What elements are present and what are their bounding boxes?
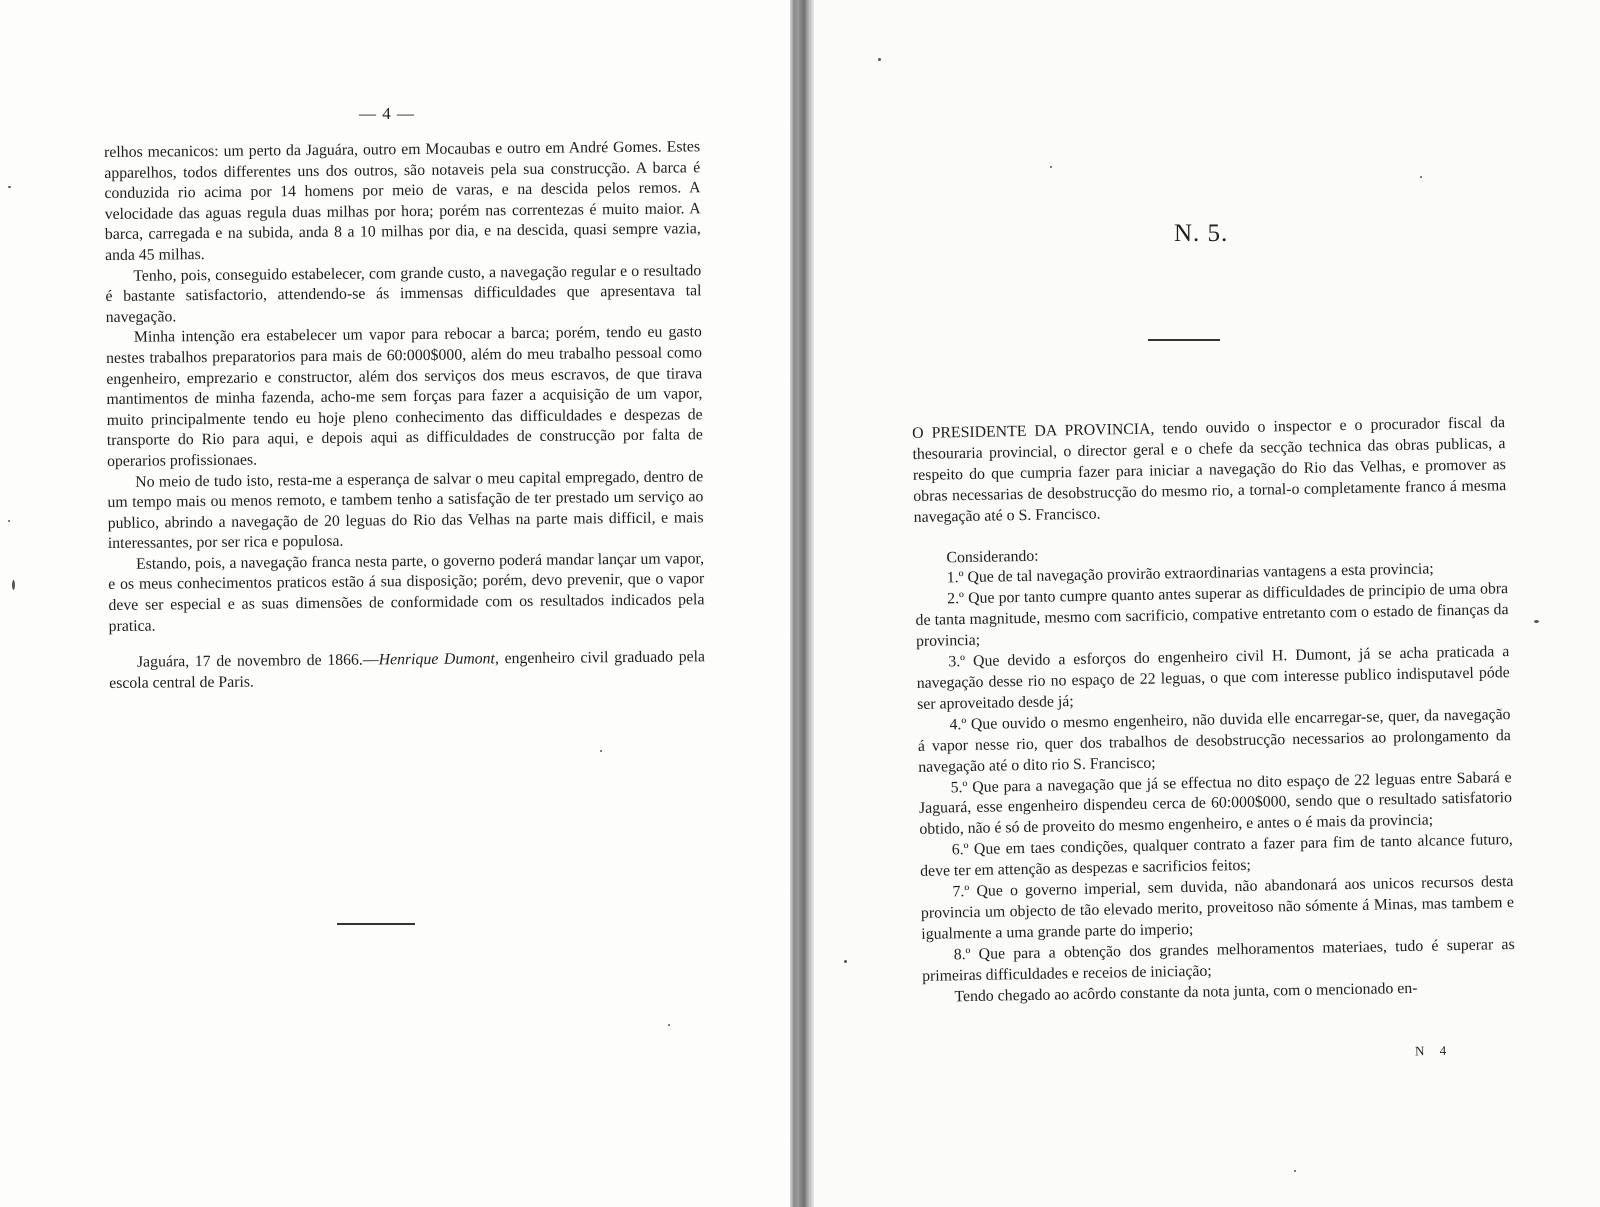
considering-item: 5.º Que para a navegação que já se effectua no dito espaço de 22 leguas entre Sabará e Jaguará, esse engenheiro dispendeu cerca de 60:000$000, sendo que o resultado satisfatorio obtido, não é só de proveito do mesmo engenheiro, e antes o é mais da provincia;	[918, 768, 1513, 839]
left-paragraph: Tenho, pois, conseguido estabelecer, com grande custo, a navegação regular e o resultado é bastante satisfactorio, attendendo-se ás immensas difficuldades que apresentava tal navegação.	[105, 261, 702, 326]
signature-line	[109, 648, 705, 695]
left-paragraph: Estando, pois, a navegação franca nesta parte, o governo poderá mandar lançar um vapor, e os meus conhecimentos praticos estão á sua disposição; porém, devo prevenir, que o vapor deve ser especial e as suas dimensões de conformidade com os resultados indicados pela pratica.	[108, 550, 705, 635]
considering-heading: Considerando:	[946, 547, 1039, 566]
signature-place-date: Jaguára, 17 de novembro de 1866.—	[136, 651, 379, 671]
considering-item: 3.º Que devido a esforços do engenheiro civil H. Dumont, já se acha praticada a navegação desse rio no espaço de 22 leguas, o que com interesse publico indisputavel póde ser aproveitado desde já;	[916, 643, 1510, 713]
paper-speck	[1534, 620, 1539, 623]
considering-item: 8.º Que para a obtenção dos grandes melhoramentos materiaes, tudo é superar as primeiras difficuldades e receios de iniciação;	[921, 935, 1515, 985]
considering-item: 1.º Que de tal navegação provirão extraordinarias vantagens a esta provincia;	[946, 560, 1434, 587]
decree-preamble: O PRESIDENTE DA PROVINCIA, tendo ouvido o inspector e o procurador fiscal da thesouraria provincial, o director geral e o chefe da secção technica das obras publicas, a respeito do que cumpria fazer para iniciar a navegação do Rio das Velhas, e promover as obras necessarias de desobstrucção do mesmo rio, a tornal-o completamente franco á mesma navegação até o S. Francisco.	[912, 414, 1507, 526]
paper-speck	[844, 960, 847, 963]
paper-speck	[1050, 166, 1052, 168]
paper-speck	[12, 580, 15, 590]
book-gutter	[790, 0, 814, 1207]
signature-author: Henrique Dumont	[378, 650, 495, 669]
considering-item: 6.º Que em taes condições, qualquer contrato a fazer para fim de tanto alcance futuro, deve ter em attenção as despezas e sacrificios feitos;	[920, 831, 1513, 881]
end-rule	[337, 923, 415, 925]
document-number: N. 5.	[1174, 220, 1229, 247]
paper-speck	[1420, 176, 1422, 178]
right-text-column	[912, 413, 1516, 1008]
left-paragraph: Minha intenção era estabelecer um vapor para rebocar a barca; porém, tendo eu gasto nestes trabalhos preparatorios para mais de 60:000$000, além do meu trabalho pessoal como engenheiro, emprezario e constructor, além dos serviços dos meus escravos, de que tirava mantimentos de minha fazenda, acho-me sem forças para fazer a acquisição de um vapor, muito principalmente tendo eu hoje pleno conhecimento das difficuldades e despezas de transporte do Rio para aqui, e depois aqui as difficuldades de construcção por falta de operarios profissionaes.	[105, 323, 703, 470]
paper-speck	[8, 186, 11, 188]
left-paragraph: No meio de tudo isto, resta-me a esperança de salvar o meu capital empregado, dentro de um tempo mais ou menos remoto, e tambem tenho a satisfação de ter prestado um serviço ao publico, abrindo a navegação de 20 leguas do Rio das Velhas na parte mais difficil, e mais interessantes, por ser rica e populosa.	[107, 467, 704, 553]
considering-item: 2.º Que por tanto cumpre quanto antes superar as difficuldades de principio de uma obra de tanta magnitude, mesmo com sacrificio, compative entretanto com o estado de finanças da provincia;	[915, 580, 1509, 651]
title-rule	[1148, 339, 1220, 341]
paper-speck	[878, 58, 881, 61]
paper-speck	[600, 750, 602, 752]
signature-credentials: , engenheiro civil graduado pela escola central de Paris.	[109, 648, 706, 692]
page-number: — 4 —	[359, 104, 415, 123]
left-page	[0, 0, 790, 1207]
left-text-column	[104, 137, 705, 694]
considering-item: 7.º Que o governo imperial, sem duvida, não abandonará aos unicos recursos desta provincia um objecto de tão elevado merito, proveitoso não sómente á Minas, mas tambem e igualmente a uma grande parte do imperio;	[920, 873, 1515, 943]
closing-line: Tendo chegado ao acôrdo constante da nota junta, com o mencionado en-	[954, 979, 1418, 1005]
paper-speck	[668, 1024, 670, 1026]
considering-item: 4.º Que ouvido o mesmo engenheiro, não duvida elle encarregar-se, quer, da navegação á vapor nesse rio, quer dos trabalhos de desobstrucção necessarios ao prolongamento da navegação até o dito rio S. Francisco;	[917, 705, 1511, 776]
signature-mark: N 4	[1414, 1042, 1453, 1059]
paper-speck	[1294, 1170, 1296, 1172]
left-paragraph: relhos mecanicos: um perto da Jaguára, outro em Mocaubas e outro em André Gomes. Estes apparelhos, todos differentes uns dos outros, são notaveis pela sua construcção. A barca é conduzida rio acima por 14 homens por meio de varas, e na descida pelos remos. A velocidade das aguas regula duas milhas por hora; porém nas correntezas é muito maior. A barca, carregada e na subida, anda 8 a 10 milhas por dia, e na descida, quasi sempre vazia, anda 45 milhas.	[104, 138, 701, 264]
paper-speck	[8, 520, 10, 522]
